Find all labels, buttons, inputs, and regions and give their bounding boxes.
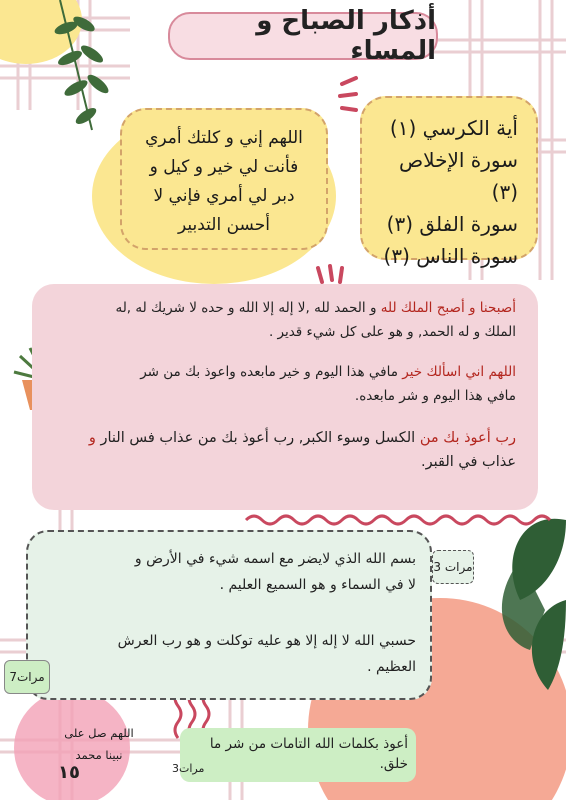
dhikr-paragraph-2 [76, 360, 516, 384]
dua-line: دبر لي أمري فإني لا [153, 186, 295, 206]
repetition-label: مرات3 [172, 762, 205, 775]
paragraph-text: و الحمد لله ,لا إله إلا الله و حده لا شريك له ,له [115, 300, 381, 316]
dhikr-line: خلق. [379, 756, 408, 772]
surah-line: سورة الفلق (٣) [386, 212, 518, 236]
page-number: ١٥ [58, 762, 80, 783]
salawat-line: نبينا محمد [75, 748, 123, 762]
repetition-badge [432, 550, 474, 584]
repetition-label: مرات7 [9, 670, 45, 684]
page-title-box [168, 6, 438, 66]
highlight-text: اللهم اني اسألك خير [402, 364, 516, 380]
paragraph-text: مافي هذا اليوم و خير مابعده واعوذ بك من شر [140, 364, 403, 380]
dhikr-paragraph-3 [76, 426, 516, 450]
highlight-text: أصبحنا و أصبح الملك لله [380, 300, 516, 316]
dhikr-line: أعوذ بكلمات الله التامات من شر ما [209, 736, 408, 752]
repetition-badge [4, 660, 50, 694]
surah-line: سورة الناس (٣) [383, 244, 518, 268]
surahs-card [360, 96, 538, 268]
dua-line: فأنت لي خير و كيل و [149, 157, 299, 177]
paragraph-text: مافي هذا اليوم و شر مابعده. [354, 388, 516, 404]
dhikr-line: بسم الله الذي لايضر مع اسمه شيء في الأرض و [134, 551, 416, 567]
protection-dhikr-card [172, 728, 416, 782]
dhikr-line: حسبي الله لا إله إلا هو عليه توكلت و هو رب العرش [117, 633, 416, 649]
paragraph-text: الكسل وسوء الكبر, رب أعوذ بك من عذاب فس النار [95, 430, 420, 446]
paragraph-text: الملك و له الحمد, و هو على كل شيء قدير . [268, 324, 516, 340]
evening-dhikr-card [26, 530, 432, 700]
surah-line: سورة الإخلاص (٣) [398, 148, 518, 204]
highlight-text: رب أعوذ بك [438, 430, 516, 446]
dhikr-line: العظيم . [367, 659, 416, 675]
repetition-label: مرات 3 [433, 560, 473, 574]
salawat-line: اللهم صل على [64, 726, 134, 740]
page-title: أذكار الصباح و المساء [256, 6, 436, 66]
morning-dhikr-panel [32, 284, 538, 510]
dua-line: اللهم إني و كلتك أمري [145, 128, 303, 148]
dhikr-paragraph-1 [76, 296, 516, 320]
highlight-text: من [419, 430, 439, 446]
dhikr-line: لا في السماء و هو السميع العليم . [219, 577, 416, 593]
highlight-text: و [88, 430, 96, 446]
highlight-text: عذاب في القبر. [421, 454, 516, 470]
salawat-text [54, 722, 144, 766]
dua-card [120, 108, 328, 250]
surah-line: أية الكرسي (١) [389, 116, 518, 140]
dua-line: أحسن التدبير [178, 215, 270, 235]
